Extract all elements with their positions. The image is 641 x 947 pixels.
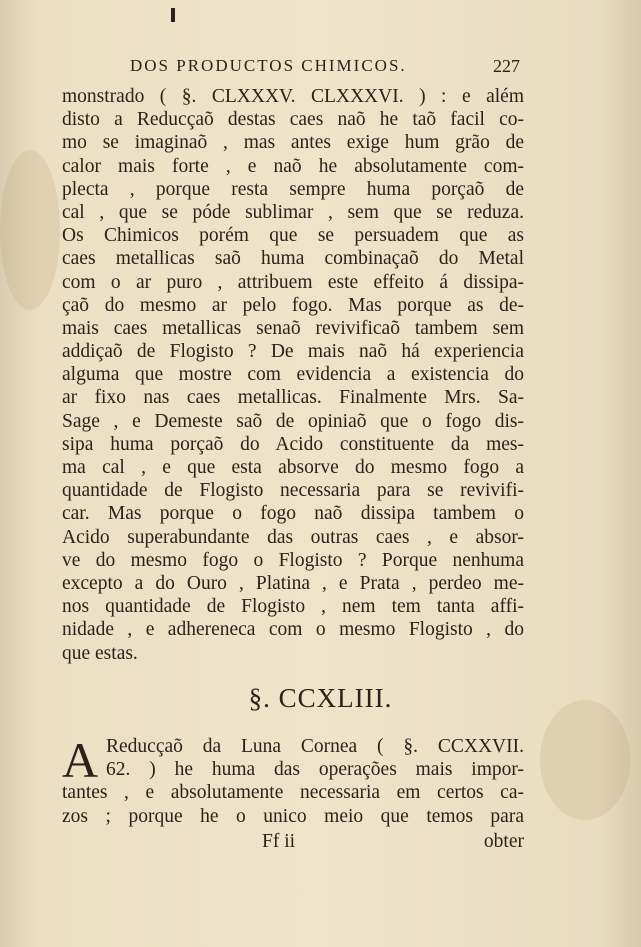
paragraph-2	[62, 732, 524, 828]
text-line: zos ; porque he o unico meio que temos para	[62, 805, 524, 827]
text-line: 62. ) he huma das operações mais impor-	[106, 759, 524, 781]
paper-stain	[0, 150, 60, 310]
text-line: ma cal , e que esta absorve do mesmo fogo a	[62, 457, 524, 478]
text-line: sipa huma porçaõ do Acido constituente da mes-	[62, 433, 524, 455]
signature-mark: Ff ii	[262, 831, 296, 852]
text-line: excepto a do Ouro , Platina , e Prata , perdeo me-	[62, 572, 524, 594]
text-line: Os Chimicos porém que se persuadem que as	[62, 225, 524, 247]
text-line: nidade , e adhereneca com o mesmo Flogisto , do	[62, 619, 524, 641]
running-title: DOS PRODUCTOS CHIMICOS.	[130, 56, 407, 75]
text-line: addiçaõ de Flogisto ? De mais naõ há experiencia	[62, 341, 524, 363]
paper-stain	[540, 700, 630, 820]
text-line: car. Mas porque o fogo naõ dissipa tambem o	[62, 503, 524, 525]
catchword: obter	[483, 831, 524, 852]
page-number: 227	[493, 56, 520, 76]
text-line: quantidade de Flogisto necessaria para se revivifi-	[62, 480, 524, 502]
drop-cap: A	[62, 732, 99, 788]
text-line: caes metallicas saõ huma combinaçaõ do Metal	[62, 248, 524, 270]
text-line: alguma que mostre com evidencia a existencia do	[62, 364, 524, 386]
text-line: mo se imaginaõ , mas antes exige hum grão de	[62, 132, 524, 154]
text-line: disto a Reducçaõ destas caes naõ he taõ facil co-	[62, 109, 524, 131]
ink-mark	[171, 8, 175, 22]
text-line: mais caes metallicas senaõ revivificaõ tambem sem	[62, 317, 524, 339]
text-line: tantes , e absolutamente necessaria em certos ca-	[62, 782, 524, 804]
text-line: Reducçaõ da Luna Cornea ( §. CCXXVII.	[106, 736, 524, 757]
text-line: Acido superabundante das outras caes , e absor-	[62, 526, 524, 548]
text-line: com o ar puro , attribuem este effeito á dissipa-	[62, 271, 524, 293]
text-line: que estas.	[62, 642, 138, 664]
page-footer	[62, 831, 524, 855]
paragraph-1	[62, 85, 524, 665]
running-header	[60, 56, 520, 82]
text-line: Sage , e Demeste saõ de opiniaõ que o fogo dis-	[62, 410, 524, 432]
text-line: nos quantidade de Flogisto , nem tem tanta affi-	[62, 596, 524, 618]
text-line: ar fixo nas caes metallicas. Finalmente Mrs. Sa-	[62, 387, 524, 409]
text-line: plecta , porque resta sempre huma porçaõ de	[62, 178, 524, 200]
text-line: monstrado ( §. CLXXXV. CLXXXVI. ) : e além	[62, 86, 524, 107]
section-heading: §. CCXLIII.	[248, 683, 393, 713]
text-line: ve do mesmo fogo o Flogisto ? Porque nenhuma	[62, 549, 524, 571]
text-line: çaõ do mesmo ar pelo fogo. Mas porque as de-	[62, 294, 524, 316]
text-line: calor mais forte , e naõ he absolutamente com-	[62, 155, 524, 177]
text-line: cal , que se póde sublimar , sem que se reduza.	[62, 201, 524, 223]
